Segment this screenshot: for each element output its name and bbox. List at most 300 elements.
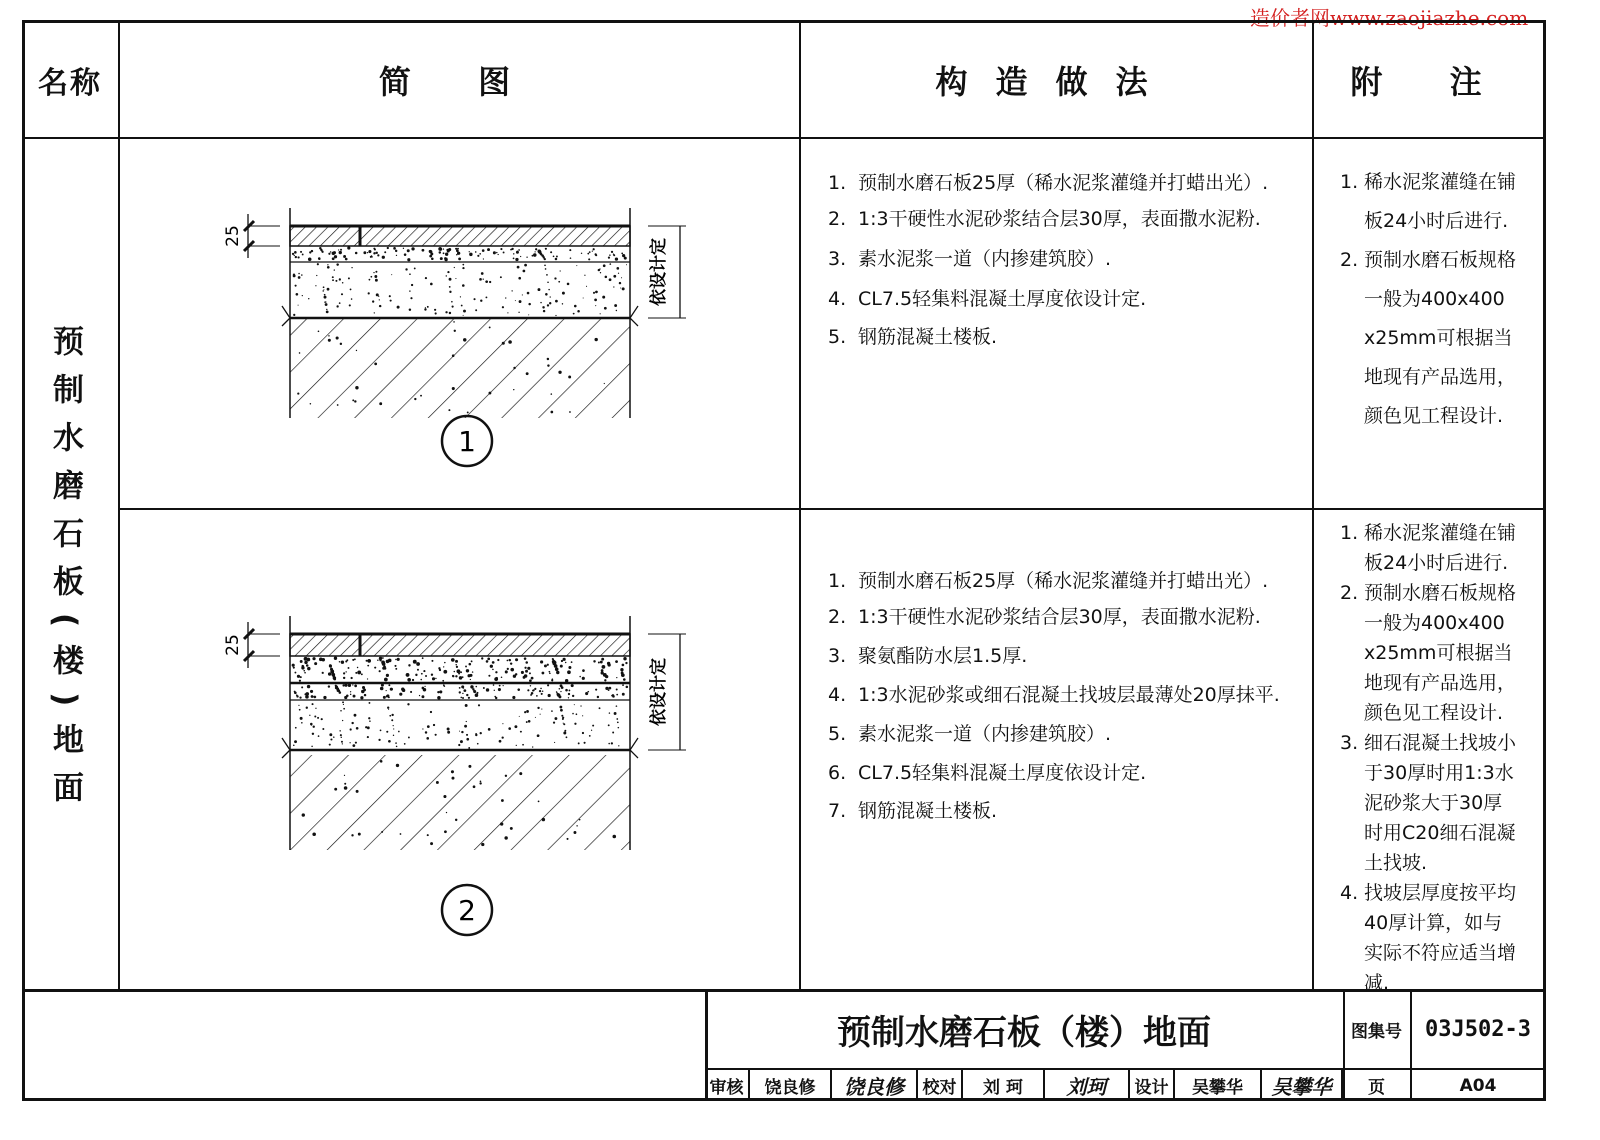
aggregate-dot [463, 338, 466, 341]
aggregate-dot [327, 288, 330, 291]
aggregate-dot [293, 744, 295, 746]
aggregate-dot [352, 744, 355, 747]
aggregate-dot [516, 251, 519, 254]
aggregate-dot [595, 291, 598, 294]
aggregate-dot [466, 738, 469, 741]
aggregate-dot [595, 689, 597, 691]
aggregate-dot [333, 251, 336, 254]
aggregate-dot [374, 275, 377, 278]
aggregate-dot [299, 680, 301, 682]
aggregate-dot [616, 694, 618, 696]
aggregate-dot [621, 673, 625, 677]
aggregate-dot [294, 251, 297, 254]
aggregate-dot [574, 723, 576, 725]
aggregate-dot [316, 275, 317, 276]
aggregate-dot [348, 684, 351, 687]
aggregate-dot [518, 312, 519, 313]
aggregate-dot [527, 689, 529, 691]
aggregate-dot [568, 693, 570, 695]
aggregate-dot [553, 722, 555, 724]
item-number: 5. [828, 723, 847, 745]
aggregate-dot [341, 661, 344, 664]
aggregate-dot [591, 730, 592, 731]
aggregate-dot [452, 675, 454, 677]
aggregate-dot [304, 672, 306, 674]
aggregate-dot [601, 671, 604, 674]
aggregate-dot [306, 664, 309, 667]
aggregate-dot [547, 358, 549, 360]
aggregate-dot [297, 675, 300, 678]
item-number: 1. [1340, 522, 1359, 544]
aggregate-dot [343, 677, 345, 679]
aggregate-dot [466, 734, 468, 736]
aggregate-dot [475, 734, 477, 736]
aggregate-dot [617, 721, 619, 723]
aggregate-dot [318, 735, 320, 737]
aggregate-dot [582, 715, 583, 716]
aggregate-dot [574, 704, 575, 705]
aggregate-dot [408, 737, 410, 739]
aggregate-dot [515, 258, 518, 261]
aggregate-dot [611, 742, 613, 744]
method-item [828, 322, 997, 349]
aggregate-dot [501, 677, 503, 679]
aggregate-dot [540, 714, 541, 715]
aggregate-dot [325, 303, 328, 306]
aggregate-dot [391, 274, 392, 275]
aggregate-dot [605, 687, 608, 690]
aggregate-dot [526, 710, 529, 713]
aggregate-dot [295, 727, 297, 729]
aggregate-dot [451, 770, 454, 773]
aggregate-dot [578, 742, 580, 744]
aggregate-dot [462, 697, 464, 699]
aggregate-dot [566, 736, 568, 738]
aggregate-dot [425, 675, 427, 677]
aggregate-dot [562, 292, 565, 295]
aggregate-dot [561, 686, 564, 689]
aggregate-dot [346, 659, 348, 661]
aggregate-dot [443, 670, 447, 674]
aggregate-dot [568, 666, 571, 669]
aggregate-dot [565, 662, 566, 663]
aggregate-dot [326, 309, 327, 310]
aggregate-dot [475, 309, 477, 311]
aggregate-dot [339, 251, 342, 254]
aggregate-dot [363, 251, 366, 254]
aggregate-dot [477, 255, 479, 257]
aggregate-dot [294, 691, 297, 694]
aggregate-dot [524, 264, 527, 267]
aggregate-dot [459, 691, 461, 693]
aggregate-dot [393, 247, 396, 250]
aggregate-dot [393, 735, 394, 736]
aggregate-dot [396, 746, 398, 748]
aggregate-dot [340, 734, 342, 736]
aggregate-dot [563, 723, 565, 725]
aggregate-dot [524, 657, 527, 660]
aggregate-dot [298, 705, 299, 706]
aggregate-dot [615, 257, 618, 260]
aggregate-dot [510, 249, 512, 251]
aggregate-dot [354, 400, 356, 402]
aggregate-dot [294, 740, 297, 743]
aggregate-dot [306, 696, 308, 698]
aggregate-dot [518, 249, 520, 251]
check-label: 校对 [918, 1070, 963, 1101]
aggregate-dot [460, 697, 462, 699]
aggregate-dot [347, 246, 350, 249]
aggregate-dot [337, 404, 339, 406]
aggregate-dot [479, 253, 481, 255]
aggregate-dot [582, 732, 584, 734]
aggregate-dot [458, 252, 461, 255]
aggregate-dot [469, 663, 472, 666]
aggregate-dot [466, 694, 468, 696]
header-name: 名称 [38, 65, 102, 101]
annotation-item [1340, 728, 1520, 878]
aggregate-dot [615, 660, 618, 663]
aggregate-dot [540, 302, 541, 303]
aggregate-dot [372, 300, 374, 302]
aggregate-dot [447, 731, 450, 734]
item-text: 预制水磨石板规格一般为400x400x25mm可根据当地现有产品选用，颜色见工程设计. [1364, 249, 1517, 427]
aggregate-dot [410, 297, 412, 299]
aggregate-dot [432, 677, 435, 680]
aggregate-dot [405, 268, 407, 270]
item-text: 找坡层厚度按平均40厚计算，如与实际不符应适当增减. [1364, 882, 1517, 994]
aggregate-dot [334, 269, 335, 270]
aggregate-dot [317, 263, 319, 265]
aggregate-dot [443, 252, 445, 254]
item-text: 预制水磨石板规格一般为400x400x25mm可根据当地现有产品选用，颜色见工程设计. [1364, 582, 1517, 724]
aggregate-dot [386, 731, 388, 733]
aggregate-dot [473, 690, 476, 693]
aggregate-dot [383, 696, 386, 699]
aggregate-dot [559, 688, 561, 690]
aggregate-dot [447, 727, 450, 730]
aggregate-dot [380, 687, 384, 691]
aggregate-dot [509, 659, 511, 661]
aggregate-dot [345, 258, 348, 261]
aggregate-dot [306, 658, 310, 662]
aggregate-dot [499, 685, 501, 687]
aggregate-dot [461, 731, 463, 733]
aggregate-dot [626, 686, 629, 689]
aggregate-dot [600, 272, 601, 273]
aggregate-dot [565, 689, 568, 692]
aggregate-dot [455, 660, 458, 663]
aggregate-dot [404, 743, 406, 745]
aggregate-dot [389, 295, 391, 297]
aggregate-dot [541, 708, 542, 709]
aggregate-dot [438, 692, 439, 693]
aggregate-dot [445, 253, 448, 256]
aggregate-dot [407, 258, 410, 261]
aggregate-dot [429, 250, 432, 253]
aggregate-dot [380, 760, 383, 763]
method-item [828, 566, 1268, 593]
aggregate-dot [455, 675, 457, 677]
aggregate-dot [485, 296, 487, 298]
aggregate-dot [461, 305, 463, 307]
aggregate-dot [409, 290, 410, 291]
aggregate-dot [570, 257, 572, 259]
aggregate-dot [348, 667, 350, 669]
aggregate-dot [328, 335, 329, 336]
aggregate-dot [370, 276, 372, 278]
aggregate-dot [522, 744, 524, 746]
aggregate-dot [350, 289, 352, 291]
aggregate-dot [396, 764, 399, 767]
aggregate-dot [367, 678, 368, 679]
aggregate-dot [382, 256, 385, 259]
aggregate-dot [519, 716, 520, 717]
aggregate-dot [386, 674, 389, 677]
aggregate-dot [369, 702, 371, 704]
aggregate-dot [311, 250, 313, 252]
aggregate-dot [387, 707, 389, 709]
detail-number: 1 [458, 425, 476, 458]
aggregate-dot [513, 367, 515, 369]
aggregate-dot [587, 691, 589, 693]
aggregate-dot [451, 301, 453, 303]
aggregate-dot [351, 722, 353, 724]
aggregate-dot [322, 672, 324, 674]
aggregate-dot [604, 383, 605, 384]
aggregate-dot [521, 671, 524, 674]
aggregate-dot [612, 835, 616, 839]
aggregate-dot [488, 728, 491, 731]
aggregate-dot [605, 675, 608, 678]
aggregate-dot [581, 253, 582, 254]
aggregate-dot [407, 249, 410, 252]
aggregate-dot [437, 696, 441, 700]
aggregate-dot [357, 670, 361, 674]
method-item [828, 758, 1146, 785]
aggregate-dot [603, 264, 606, 267]
aggregate-dot [390, 300, 392, 302]
aggregate-dot [382, 662, 386, 666]
aggregate-dot [312, 733, 314, 735]
aggregate-dot [594, 338, 597, 341]
aggregate-dot [529, 679, 532, 682]
aggregate-dot [417, 669, 419, 671]
annotation-item [1340, 878, 1520, 998]
aggregate-dot [560, 709, 563, 712]
aggregate-dot [526, 721, 528, 723]
aggregate-dot [379, 670, 381, 672]
aggregate-dot [301, 686, 303, 688]
aggregate-dot [386, 690, 387, 691]
annotation-list-1 [1340, 163, 1520, 436]
aggregate-dot [542, 306, 544, 308]
aggregate-dot [605, 276, 608, 279]
aggregate-dot [540, 253, 542, 255]
aggregate-dot [553, 255, 555, 257]
method-item [828, 680, 1280, 707]
aggregate-dot [308, 298, 309, 299]
aggregate-dot [381, 831, 383, 833]
aggregate-dot [486, 660, 489, 663]
aggregate-dot [500, 276, 502, 278]
aggregate-dot [611, 251, 613, 253]
aggregate-dot [554, 742, 555, 743]
aggregate-dot [531, 677, 534, 680]
aggregate-dot [341, 741, 343, 743]
aggregate-dot [452, 306, 454, 308]
aggregate-dot [335, 280, 337, 282]
aggregate-dot [460, 296, 461, 297]
item-text: 1:3水泥砂浆或细石混凝土找坡层最薄处20厚抹平. [858, 684, 1280, 706]
aggregate-dot [456, 669, 460, 673]
aggregate-dot [344, 684, 347, 687]
aggregate-dot [532, 746, 533, 747]
aggregate-dot [419, 695, 420, 696]
aggregate-dot [351, 267, 352, 268]
aggregate-dot [551, 710, 553, 712]
aggregate-dot [369, 720, 371, 722]
aggregate-dot [442, 680, 444, 682]
aggregate-dot [435, 312, 437, 314]
aggregate-dot [382, 657, 384, 659]
aggregate-dot [391, 714, 393, 716]
aggregate-dot [299, 709, 301, 711]
aggregate-dot [488, 675, 490, 677]
aggregate-dot [311, 724, 312, 725]
aggregate-dot [608, 257, 610, 259]
aggregate-dot [561, 715, 563, 717]
aggregate-dot [410, 691, 412, 693]
header-method: 构造做法 [935, 62, 1176, 101]
aggregate-dot [524, 711, 526, 713]
item-number: 4. [1340, 882, 1359, 904]
aggregate-dot [579, 676, 581, 678]
aggregate-dot [399, 693, 402, 696]
aggregate-dot [533, 253, 537, 257]
aggregate-dot [395, 659, 396, 660]
aggregate-dot [332, 279, 334, 281]
aggregate-dot [618, 727, 620, 729]
item-number: 4. [828, 288, 847, 310]
aggregate-dot [455, 248, 457, 250]
aggregate-dot [319, 258, 321, 260]
aggregate-dot [567, 283, 570, 286]
aggregate-dot [356, 350, 357, 351]
aggregate-dot [297, 392, 299, 394]
aggregate-dot [626, 264, 627, 265]
aggregate-dot [457, 248, 459, 250]
aggregate-dot [510, 827, 513, 830]
item-text: 聚氨酯防水层1.5厚. [858, 645, 1028, 667]
item-text: 钢筋混凝土楼板. [858, 800, 998, 822]
aggregate-dot [467, 671, 469, 673]
aggregate-dot [339, 278, 341, 280]
aggregate-dot [447, 249, 450, 252]
aggregate-dot [473, 785, 476, 788]
aggregate-dot [528, 314, 529, 315]
aggregate-dot [495, 671, 497, 673]
aggregate-dot [545, 268, 547, 270]
aggregate-dot [355, 252, 358, 255]
aggregate-dot [293, 274, 296, 277]
aggregate-dot [396, 255, 397, 256]
aggregate-dot [379, 659, 381, 661]
aggregate-dot [376, 252, 378, 254]
aggregate-dot [568, 376, 571, 379]
aggregate-dot [528, 720, 531, 723]
reviewer-signature: 饶良修 [832, 1070, 918, 1101]
aggregate-dot [302, 295, 303, 296]
aggregate-dot [314, 715, 316, 717]
item-text: 稀水泥浆灌缝在铺板24小时后进行. [1364, 522, 1517, 574]
aggregate-dot [454, 671, 456, 673]
aggregate-dot [472, 671, 473, 672]
aggregate-dot [350, 728, 352, 730]
aggregate-dot [446, 275, 447, 276]
item-text: 1:3干硬性水泥砂浆结合层30厚，表面撒水泥粉. [858, 208, 1261, 230]
aggregate-dot [622, 664, 625, 667]
aggregate-dot [487, 657, 490, 660]
aggregate-dot [481, 272, 484, 275]
aggregate-dot [326, 311, 329, 314]
aggregate-dot [507, 312, 508, 313]
aggregate-dot [431, 660, 433, 662]
aggregate-dot [323, 289, 324, 290]
aggregate-dot [439, 251, 441, 253]
aggregate-dot [328, 672, 331, 675]
aggregate-dot [624, 257, 627, 260]
aggregate-dot [493, 684, 495, 686]
aggregate-dot [455, 664, 456, 665]
aggregate-dot [451, 658, 455, 662]
aggregate-dot [294, 255, 295, 256]
aggregate-dot [424, 308, 426, 310]
aggregate-dot [470, 679, 471, 680]
aggregate-dot [492, 669, 494, 671]
aggregate-dot [454, 330, 456, 332]
aggregate-dot [517, 688, 520, 691]
method-item [828, 719, 1111, 746]
aggregate-dot [440, 257, 443, 260]
aggregate-dot [562, 303, 563, 304]
aggregate-dot [444, 830, 447, 833]
aggregate-dot [584, 275, 585, 276]
aggregate-dot [303, 670, 305, 672]
aggregate-dot [609, 278, 612, 281]
aggregate-dot [367, 665, 369, 667]
aggregate-dot [611, 695, 612, 696]
aggregate-dot [356, 727, 359, 730]
aggregate-dot [598, 661, 600, 663]
aggregate-dot [357, 667, 358, 668]
aggregate-dot [427, 725, 430, 728]
aggregate-dot [501, 799, 504, 802]
aggregate-dot [625, 662, 627, 664]
aggregate-dot [594, 299, 597, 302]
aggregate-dot [301, 665, 304, 668]
aggregate-dot [311, 695, 314, 698]
aggregate-dot [583, 298, 584, 299]
aggregate-dot [602, 665, 606, 669]
aggregate-dot [573, 313, 575, 315]
aggregate-dot [547, 364, 549, 366]
aggregate-dot [508, 340, 512, 344]
aggregate-dot [458, 257, 461, 260]
aggregate-dot [462, 693, 463, 694]
aggregate-dot [430, 283, 433, 286]
break-mark [282, 306, 290, 326]
